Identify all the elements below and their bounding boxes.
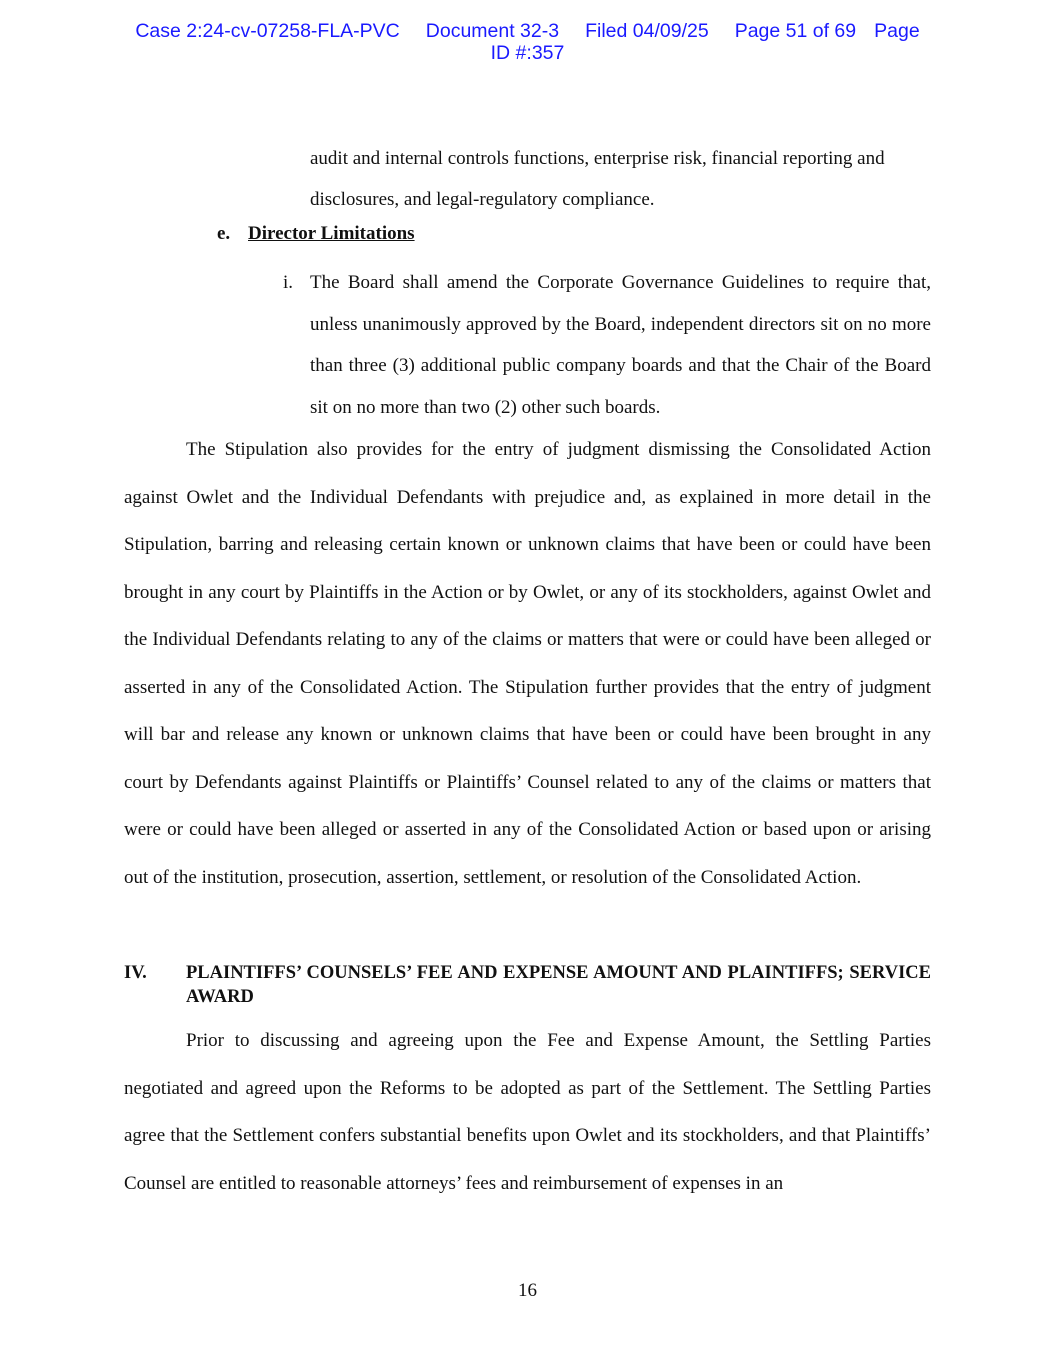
page-label: Page bbox=[874, 20, 920, 42]
subsection-label: e. bbox=[217, 223, 231, 244]
filing-header bbox=[0, 20, 1055, 64]
page-id: ID #:357 bbox=[490, 42, 565, 64]
section-number: IV. bbox=[124, 963, 147, 983]
subsection-title: Director Limitations bbox=[248, 223, 415, 244]
paragraph-fee: Prior to discussing and agreeing upon the Fee and Expense Amount, the Settling Parties negotiated and agreed upon the Reforms to be adopted as part of the Settlement. The Settling Parties agree that the Settlement confers substantial benefits upon Owlet and its stockholders, and that Plaintiffs’ Counsel are entitled to reasonable attorneys’ fees and reimbursement of expenses in an bbox=[124, 1030, 931, 1194]
section-heading bbox=[124, 961, 931, 1009]
continuation-text: audit and internal controls functions, enterprise risk, financial reporting and disclosures, and legal-regulatory compliance. bbox=[310, 148, 885, 210]
list-item-number: i. bbox=[283, 272, 294, 293]
list-item-text: The Board shall amend the Corporate Governance Guidelines to require that, unless unanimously approved by the Board, independent directors sit on no more than three (3) additional public company boards and that the Chair of the Board sit on no more than two (2) other such boards. bbox=[310, 272, 931, 418]
case-number: Case 2:24-cv-07258-FLA-PVC bbox=[135, 20, 400, 42]
filing-header-line-1 bbox=[0, 20, 1055, 42]
page-count: Page 51 of 69 bbox=[734, 20, 857, 42]
document-number: Document 32-3 bbox=[425, 20, 560, 42]
filed-date: Filed 04/09/25 bbox=[585, 20, 709, 42]
page-number: 16 bbox=[518, 1280, 537, 1301]
section-title: PLAINTIFFS’ COUNSELS’ FEE AND EXPENSE AMOUNT AND PLAINTIFFS; SERVICE AWARD bbox=[186, 963, 931, 1007]
subsection-heading bbox=[217, 220, 415, 248]
list-item bbox=[283, 262, 931, 428]
paragraph-stipulation: The Stipulation also provides for the entry of judgment dismissing the Consolidated Action against Owlet and the Individual Defendants with prejudice and, as explained in more detail in the Stipulation, barring and releasing certain known or unknown claims that have been or could have been brought in any court by Plaintiffs in the Action or by Owlet, or any of its stockholders, against Owlet and the Individual Defendants relating to any of the claims or matters that were or could have been alleged or asserted in any of the Consolidated Action. The Stipulation further provides that the entry of judgment will bar and release any known or unknown claims that have been or could have been brought in any court by Defendants against Plaintiffs or Plaintiffs’ Counsel related to any of the claims or matters that were or could have been alleged or asserted in any of the Consolidated Action or based upon or arising out of the institution, prosecution, assertion, settlement, or resolution of the Consolidated Action. bbox=[124, 439, 931, 888]
